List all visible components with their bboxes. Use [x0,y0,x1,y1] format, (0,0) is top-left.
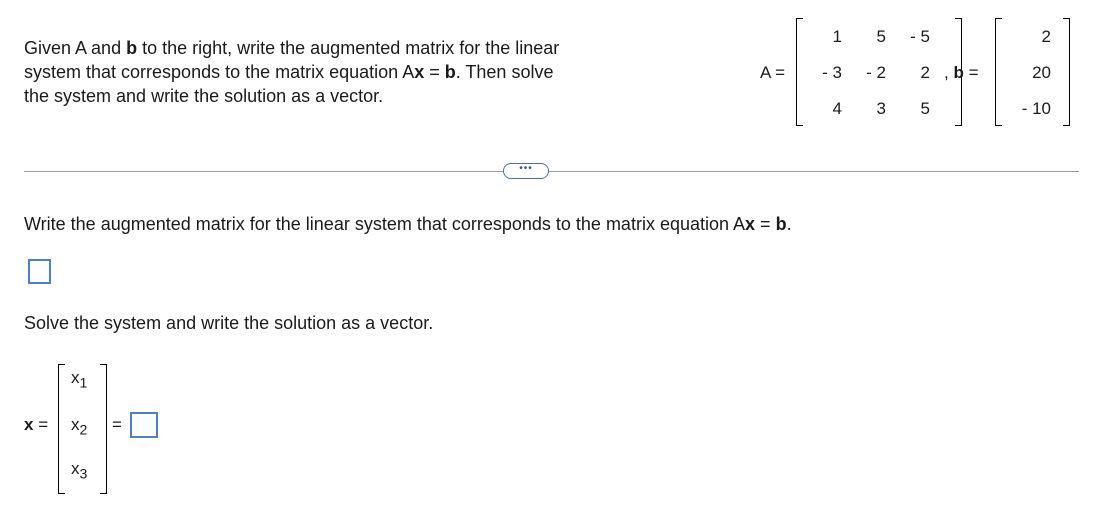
vector-b-cell: 2 [1041,27,1051,46]
vector-b-left-bracket [995,18,1002,126]
show-more-button[interactable]: ••• [503,163,549,179]
solution-x-label: x = [24,415,49,434]
matrix-a-cell: 5 [876,27,886,46]
matrix-a-cell: - 2 [866,63,886,82]
question-text [24,36,644,108]
solution-vector-input[interactable] [130,412,158,438]
matrix-a-cell: 1 [832,27,842,46]
solution-right-bracket [100,364,107,494]
vector-b-right-bracket [1063,18,1070,126]
matrix-a-cell: - 5 [910,27,930,46]
solution-var-x3: $x_3$ [71,459,88,483]
matrix-a-left-bracket [796,18,803,126]
solution-var-x2: $x_2$ [71,415,88,439]
augmented-matrix-input[interactable] [28,259,51,284]
matrix-a-cell: 4 [832,99,842,118]
matrix-a-cell: 3 [876,99,886,118]
solution-equals: = [112,415,122,434]
vector-b-cell: 20 [1032,63,1051,82]
vector-b-cell: - 10 [1021,99,1051,118]
solution-left-bracket [58,364,65,494]
section-divider [24,171,1079,172]
vector-b-label: , b = [944,63,979,82]
step1-prompt: Write the augmented matrix for the linear system that corresponds to the matrix equation Ax = b. [24,214,792,234]
question-line-3: the system and write the solution as a vector. [24,86,384,106]
solution-var-x1: $x_1$ [71,368,88,392]
matrix-a-label: A = [760,63,786,82]
matrix-a-cell: 2 [920,63,930,82]
matrix-a-cell: - 3 [822,63,842,82]
question-line-1: Given A and b to the right, write the augmented matrix for the linear [24,38,560,58]
question-line-2: system that corresponds to the matrix equation Ax = b. Then solve [24,62,554,82]
step2-prompt: Solve the system and write the solution as a vector. [24,313,434,333]
matrix-a-cell: 5 [920,99,930,118]
